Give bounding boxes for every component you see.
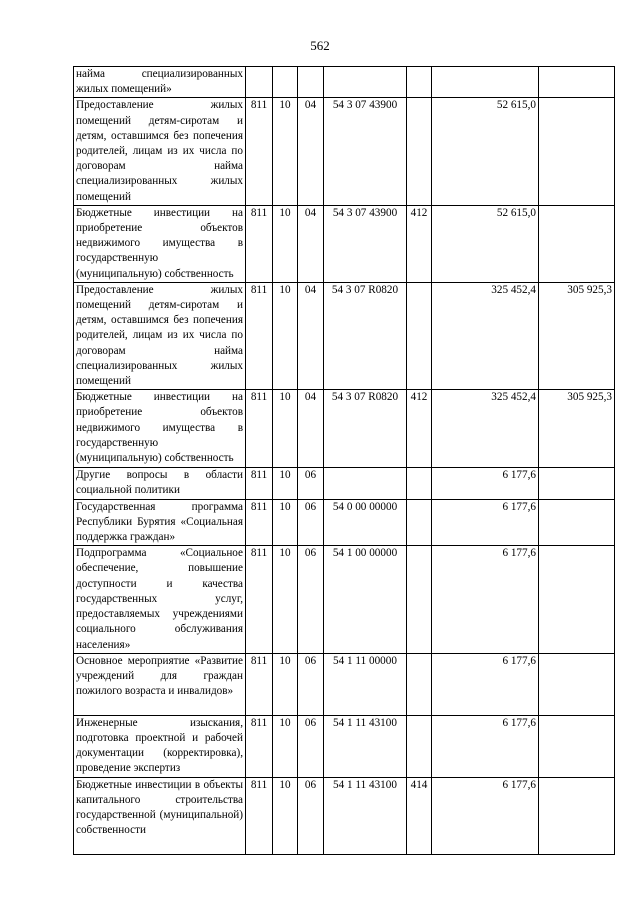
row-name: Предоставление жилых помещений детям-сиротам и детям, оставшимся без попечения родителей, лицам из их числа по договорам найма специализированных жилых помещений — [74, 282, 246, 389]
row-name: Бюджетные инвестиции на приобретение объектов недвижимого имущества в государственную (муниципальную) собственность — [74, 205, 246, 282]
section-code — [273, 67, 298, 98]
subsection-code: 06 — [298, 546, 324, 653]
subsection-code: 04 — [298, 98, 324, 205]
target-article-code: 54 1 00 00000 — [324, 546, 407, 653]
table-row — [74, 98, 615, 205]
row-name: Бюджетные инвестиции в объекты капитального строительства государственной (муниципальной) собственности — [74, 777, 246, 854]
table-row — [74, 468, 615, 499]
target-article-code: 54 3 07 R0820 — [324, 390, 407, 468]
ved-code: 811 — [246, 653, 273, 715]
row-name: Основное мероприятие «Развитие учреждений для граждан пожилого возраста и инвалидов» — [74, 653, 246, 715]
expense-type-code: 414 — [407, 777, 432, 854]
target-article-code: 54 3 07 43900 — [324, 205, 407, 282]
ved-code: 811 — [246, 499, 273, 546]
target-article-code — [324, 468, 407, 499]
ved-code: 811 — [246, 205, 273, 282]
amount-federal — [539, 205, 615, 282]
row-name: Предоставление жилых помещений детям-сиротам и детям, оставшимся без попечения родителей, лицам из их числа по договорам найма специализированных жилых помещений — [74, 98, 246, 205]
expense-type-code — [407, 715, 432, 777]
section-code: 10 — [273, 499, 298, 546]
amount-total: 325 452,4 — [432, 390, 539, 468]
table-row — [74, 546, 615, 653]
target-article-code: 54 3 07 R0820 — [324, 282, 407, 389]
ved-code: 811 — [246, 282, 273, 389]
target-article-code: 54 1 11 43100 — [324, 715, 407, 777]
target-article-code — [324, 67, 407, 98]
row-name: Подпрограмма «Социальное обеспечение, повышение доступности и качества государственных услуг, предоставляемых учреждениями социального обслуживания населения» — [74, 546, 246, 653]
subsection-code: 04 — [298, 390, 324, 468]
table-row — [74, 777, 615, 854]
table-row — [74, 67, 615, 98]
budget-table — [73, 66, 615, 855]
target-article-code: 54 1 11 43100 — [324, 777, 407, 854]
amount-total: 52 615,0 — [432, 205, 539, 282]
amount-federal — [539, 715, 615, 777]
expense-type-code — [407, 653, 432, 715]
ved-code: 811 — [246, 546, 273, 653]
subsection-code: 06 — [298, 715, 324, 777]
table-body — [74, 67, 615, 855]
section-code: 10 — [273, 715, 298, 777]
amount-total: 6 177,6 — [432, 777, 539, 854]
subsection-code: 06 — [298, 499, 324, 546]
section-code: 10 — [273, 468, 298, 499]
subsection-code: 04 — [298, 205, 324, 282]
row-name: найма специализированных жилых помещений» — [74, 67, 246, 98]
amount-federal — [539, 653, 615, 715]
section-code: 10 — [273, 777, 298, 854]
amount-federal — [539, 98, 615, 205]
amount-federal — [539, 499, 615, 546]
amount-total: 6 177,6 — [432, 715, 539, 777]
amount-total: 6 177,6 — [432, 499, 539, 546]
expense-type-code — [407, 67, 432, 98]
ved-code — [246, 67, 273, 98]
amount-federal — [539, 468, 615, 499]
table-row — [74, 715, 615, 777]
amount-federal — [539, 777, 615, 854]
row-name: Другие вопросы в области социальной политики — [74, 468, 246, 499]
amount-federal: 305 925,3 — [539, 282, 615, 389]
ved-code: 811 — [246, 98, 273, 205]
amount-federal — [539, 546, 615, 653]
table-row — [74, 390, 615, 468]
target-article-code: 54 1 11 00000 — [324, 653, 407, 715]
section-code: 10 — [273, 653, 298, 715]
table-row — [74, 282, 615, 389]
amount-total: 52 615,0 — [432, 98, 539, 205]
amount-total: 6 177,6 — [432, 653, 539, 715]
row-name: Бюджетные инвестиции на приобретение объектов недвижимого имущества в государственную (муниципальную) собственность — [74, 390, 246, 468]
section-code: 10 — [273, 390, 298, 468]
section-code: 10 — [273, 98, 298, 205]
subsection-code: 06 — [298, 777, 324, 854]
amount-total: 6 177,6 — [432, 468, 539, 499]
ved-code: 811 — [246, 777, 273, 854]
amount-total — [432, 67, 539, 98]
section-code: 10 — [273, 205, 298, 282]
expense-type-code — [407, 282, 432, 389]
amount-federal — [539, 67, 615, 98]
subsection-code: 04 — [298, 282, 324, 389]
expense-type-code: 412 — [407, 390, 432, 468]
expense-type-code — [407, 499, 432, 546]
ved-code: 811 — [246, 715, 273, 777]
expense-type-code — [407, 98, 432, 205]
target-article-code: 54 0 00 00000 — [324, 499, 407, 546]
amount-total: 6 177,6 — [432, 546, 539, 653]
table-row — [74, 205, 615, 282]
section-code: 10 — [273, 282, 298, 389]
expense-type-code: 412 — [407, 205, 432, 282]
amount-total: 325 452,4 — [432, 282, 539, 389]
subsection-code: 06 — [298, 468, 324, 499]
ved-code: 811 — [246, 390, 273, 468]
subsection-code — [298, 67, 324, 98]
table-row — [74, 653, 615, 715]
row-name: Государственная программа Республики Бурятия «Социальная поддержка граждан» — [74, 499, 246, 546]
expense-type-code — [407, 546, 432, 653]
amount-federal: 305 925,3 — [539, 390, 615, 468]
page-number: 562 — [310, 38, 330, 53]
section-code: 10 — [273, 546, 298, 653]
expense-type-code — [407, 468, 432, 499]
ved-code: 811 — [246, 468, 273, 499]
target-article-code: 54 3 07 43900 — [324, 98, 407, 205]
table-row — [74, 499, 615, 546]
subsection-code: 06 — [298, 653, 324, 715]
row-name: Инженерные изыскания, подготовка проектной и рабочей документации (корректировка), проведение экспертиз — [74, 715, 246, 777]
